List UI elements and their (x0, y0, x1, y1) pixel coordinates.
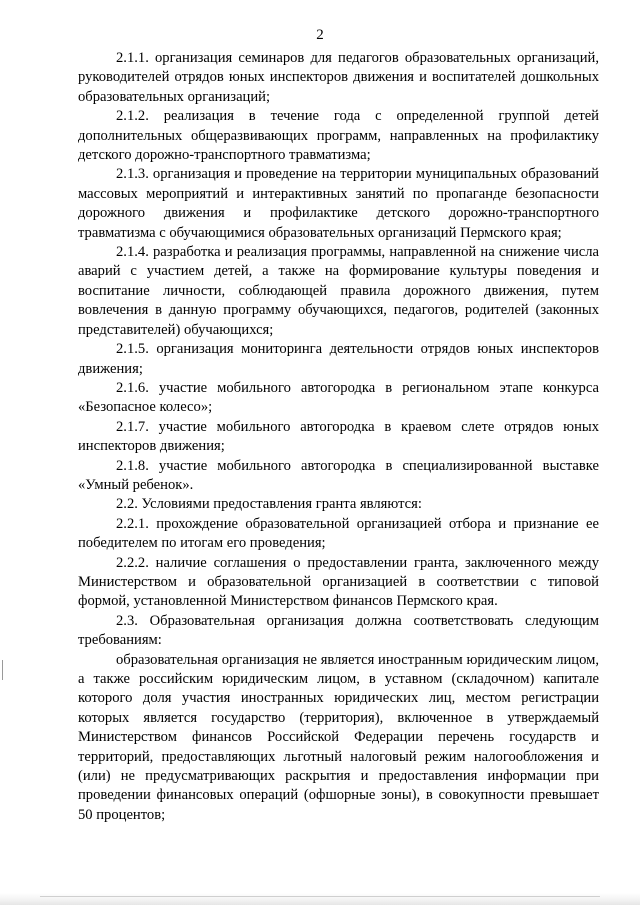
scan-bottom-edge (0, 893, 640, 905)
paragraph-2-1-3: 2.1.3. организация и проведение на территории муниципальных образований массовых мероприятий и интерактивных занятий по пропаганде безопасности дорожного движения и профилактике детского дорожно-транспортного травматизма с обучающимися образовательных организаций Пермского края; (78, 166, 599, 241)
document-body (78, 49, 599, 825)
page-number: 2 (316, 27, 324, 43)
paragraph-2-1-2: 2.1.2. реализация в течение года с определенной группой детей дополнительных общеразвивающих программ, направленных на профилактику детского дорожно-транспортного травматизма; (78, 108, 599, 164)
paragraph-2-2-1: 2.2.1. прохождение образовательной организацией отбора и признание ее победителем по итогам его проведения; (78, 515, 599, 552)
paragraph-2-3: 2.3. Образовательная организация должна соответствовать следующим требованиям: (78, 612, 599, 649)
paragraph-2-1-1: 2.1.1. организация семинаров для педагогов образовательных организаций, руководителей отрядов юных инспекторов движения и воспитателей дошкольных образовательных организаций; (78, 50, 599, 105)
scan-margin-mark (2, 660, 3, 680)
paragraph-2-2-2: 2.2.2. наличие соглашения о предоставлении гранта, заключенного между Министерством и образовательной организацией в соответствии с типовой формой, установленной Министерством финансов Пермского края. (78, 554, 599, 610)
paragraph-2-2: 2.2. Условиями предоставления гранта являются: (116, 496, 422, 513)
paragraph-2-1-6: 2.1.6. участие мобильного автогородка в региональном этапе конкурса «Безопасное колесо»; (78, 379, 599, 416)
paragraph-2-1-7: 2.1.7. участие мобильного автогородка в краевом слете отрядов юных инспекторов движения; (78, 418, 599, 455)
paragraph-2-1-5: 2.1.5. организация мониторинга деятельности отрядов юных инспекторов движения; (78, 341, 599, 377)
scan-bottom-line (40, 896, 600, 897)
paragraph-requirement-foreign-entity: образовательная организация не является иностранным юридическим лицом, а также российским юридическим лицом, в уставном (складочном) капитале которого доля участия иностранных юридических лиц, местом регистрации которых является государство (территория), включенное в утверждаемый Министерством финансов Российской Федерации перечень государств и территорий, предоставляющих льготный налоговый режим налогообложения и (или) не предусматривающих раскрытия и предоставления информации при проведении финансовых операций (офшорные зоны), в совокупности превышает 50 процентов; (78, 651, 599, 823)
paragraph-2-1-8: 2.1.8. участие мобильного автогородка в специализированной выставке «Умный ребенок». (78, 457, 599, 493)
paragraph-2-1-4: 2.1.4. разработка и реализация программы, направленной на снижение числа аварий с участием детей, а также на формирование культуры поведения и воспитание личности, соблюдающей правила дорожного движения, путем вовлечения в данную программу обучающихся, педагогов, родителей (законных представителей) обучающихся; (78, 244, 599, 338)
